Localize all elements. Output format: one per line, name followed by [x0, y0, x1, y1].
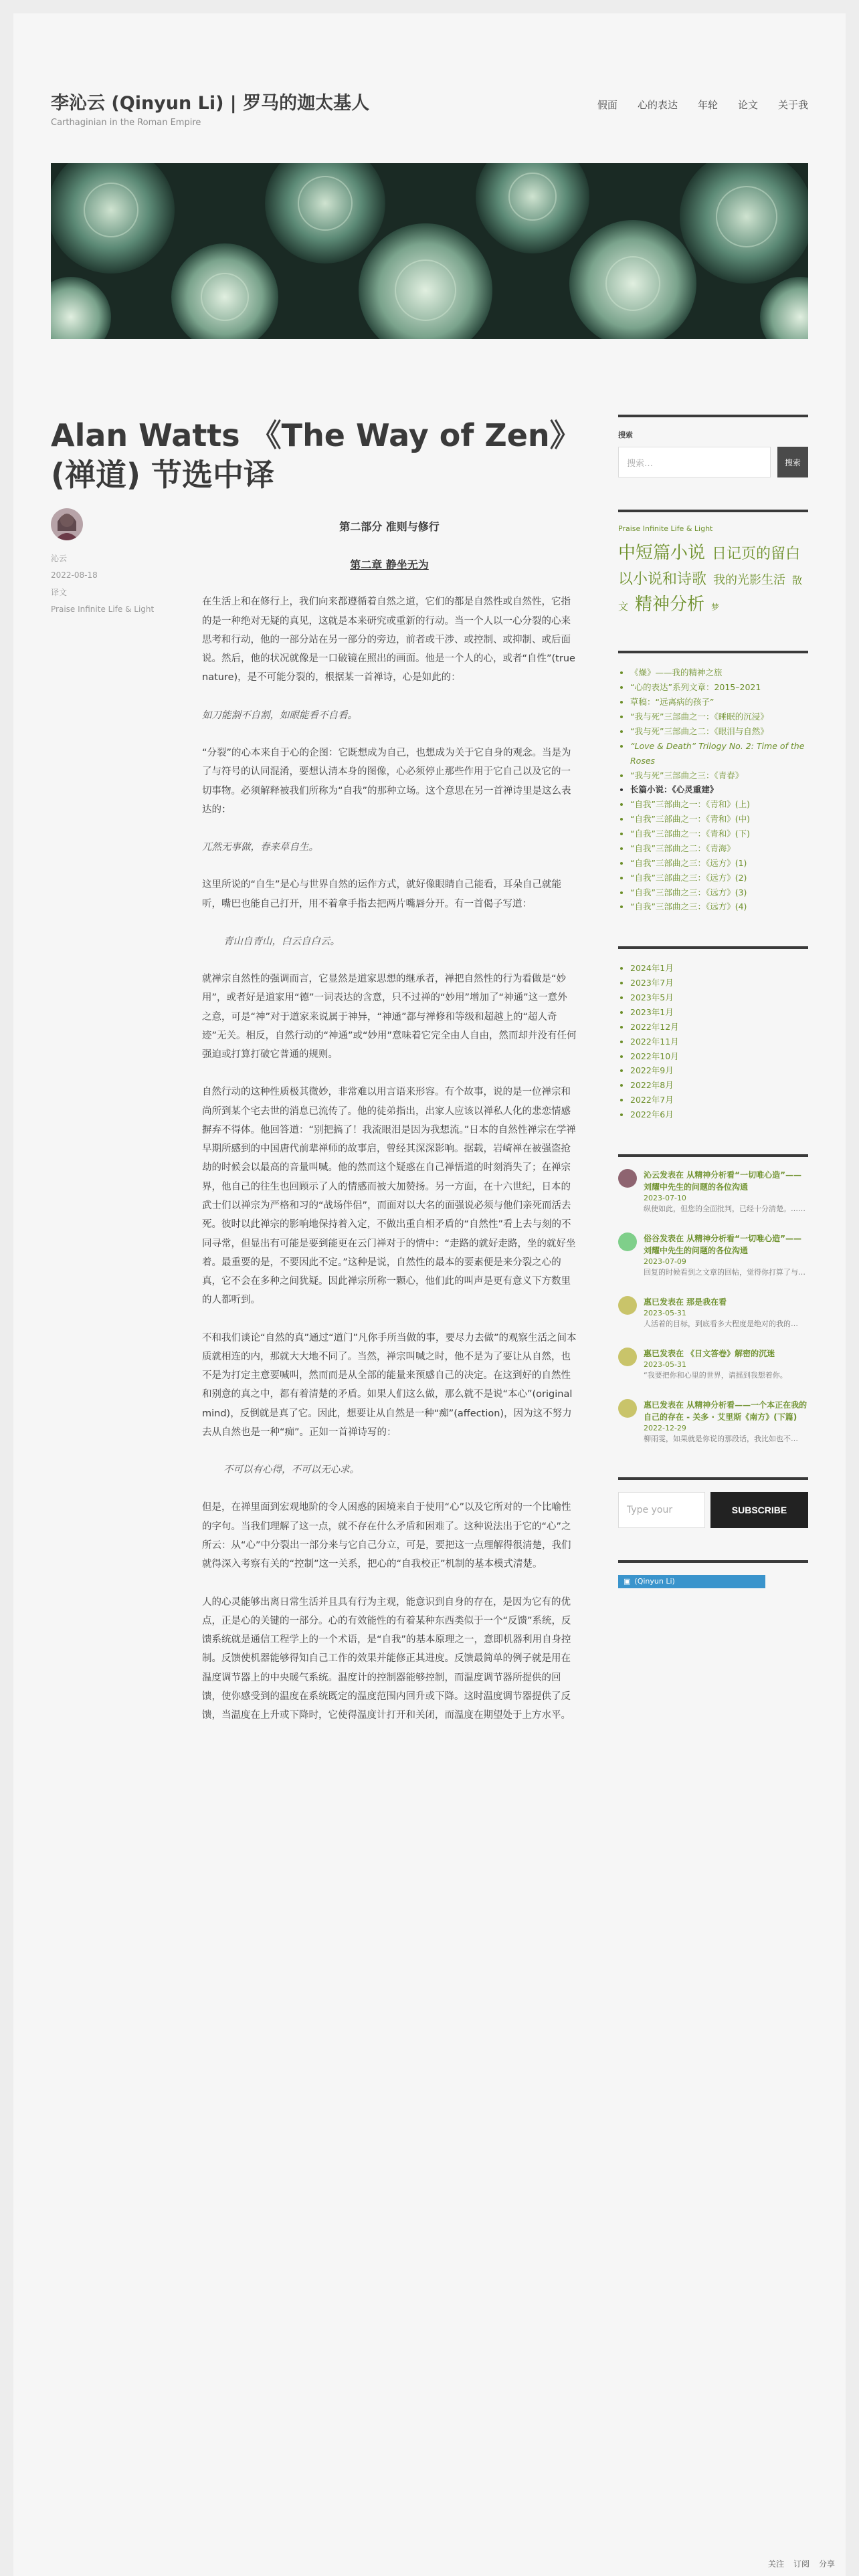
archive-list	[618, 961, 808, 1122]
tag-link[interactable]: 散文	[618, 574, 802, 613]
divider	[618, 1154, 808, 1157]
comment-item	[618, 1232, 808, 1279]
post-link[interactable]: • “自我”三部曲之一：《青和》(上)	[630, 797, 808, 812]
reblog-button[interactable]: 订阅	[793, 2559, 809, 2569]
tag-link[interactable]: 我的光影生活	[713, 572, 785, 587]
archive-link[interactable]: • 2023年1月	[630, 1005, 808, 1020]
post-link[interactable]: • “我与死”三部曲之一：《睡眠的沉浸》	[630, 710, 808, 724]
follow-icon: ▣	[624, 1577, 631, 1586]
search-widget	[618, 415, 808, 477]
post-link[interactable]: • 《燥》——我的精神之旅	[630, 665, 808, 680]
header-image	[51, 163, 808, 339]
archive-link[interactable]: • 2022年6月	[630, 1107, 808, 1122]
post-tag[interactable]: Praise Infinite Life & Light	[51, 605, 155, 614]
comment-title[interactable]: 俗谷发表在 从精神分析看“一切唯心造”——刘耀中先生的问题的各位沟通	[644, 1233, 801, 1255]
post-link-current[interactable]: • 长篇小说：《心灵重建》	[630, 782, 808, 797]
subscribe-widget	[618, 1477, 808, 1528]
comment-date: 2023-05-31	[644, 1308, 686, 1317]
recent-comments-widget	[618, 1154, 808, 1445]
comment-excerpt: 人活着的目标，到底看多大程度是绝对的我的…	[644, 1319, 798, 1329]
post-content	[202, 516, 577, 1743]
nav-item-years[interactable]: 年轮	[697, 99, 718, 111]
post-link[interactable]: • 草稿：“远离病的孩子”	[630, 695, 808, 710]
comment-title[interactable]: 惠已发表在 那是我在看	[644, 1297, 727, 1307]
comment-item	[618, 1296, 808, 1330]
follow-badge[interactable]	[618, 1575, 765, 1588]
post-list	[618, 665, 808, 914]
tag-link[interactable]: 梦	[711, 602, 720, 612]
email-field[interactable]: Type your	[618, 1492, 705, 1528]
archive-link[interactable]: • 2022年12月	[630, 1020, 808, 1035]
page	[13, 13, 846, 2576]
tag-link[interactable]: 精神分析	[635, 594, 705, 615]
succulent-image	[51, 163, 808, 339]
quote: 青山自青山，白云自白云。	[223, 936, 340, 947]
paragraph: 人的心灵能够出离日常生活并且具有行为主观，能意识到自身的存在，是因为它有的优点，正是心的关键的一部分。心的有效能性的有着某种东西类似于一个“反馈”系统，反馈系统就是通信工程学上的一个术语，是“自我”的基本原理之一，意即机器利用自身控制。反馈使机器能够得知自己工作的效果并能修正其进度。反馈最简单的例子就是用在温度调节器上的中央暖气系统。温度计的控制器能够控制，而温度调节器所提供的回馈，使你感受到的温度在系统既定的温度范围内回升或下降。这时温度调节器提供了反馈，当温度在上升或下降时，它使得温度计打开和关闭，而温度在期望处于上方水平。	[202, 1596, 571, 1721]
nav-item-mask[interactable]: 假面	[597, 99, 617, 111]
archive-link[interactable]: • 2022年11月	[630, 1035, 808, 1049]
action-bar	[768, 2558, 835, 2569]
post-link[interactable]: • “自我”三部曲之三：《远方》(4)	[630, 899, 808, 914]
comment-excerpt: 纵使如此，但您的全面批判，已经十分清楚。……	[644, 1204, 805, 1214]
search-button[interactable]: 搜索	[777, 447, 808, 477]
chapter-heading	[202, 554, 577, 575]
post-link[interactable]: • “自我”三部曲之二：《青海》	[630, 841, 808, 856]
post-link[interactable]: • “我与死”三部曲之二：《眼泪与自然》	[630, 724, 808, 739]
post-category[interactable]: 译文	[51, 588, 68, 597]
quote: 不可以有心得，不可以无心求。	[223, 1465, 359, 1476]
post-link[interactable]: • “心的表达”系列文章：2015–2021	[630, 680, 808, 695]
tag-link[interactable]: 中短篇小说	[618, 543, 706, 563]
comment-title[interactable]: 惠已发表在 从精神分析看——一个本正在我的自己的存在 - 关多 · 艾里斯《南方》(下篇)	[644, 1400, 807, 1422]
post-link[interactable]: • “自我”三部曲之一：《青和》(中)	[630, 812, 808, 827]
archive-link[interactable]: • 2022年9月	[630, 1063, 808, 1078]
paragraph: 就禅宗自然性的强调而言，它显然是道家思想的继承者，禅把自然性的行为看做是“妙用”，或者好是道家用“德”一词表达的含意，只不过禅的“妙用”增加了“神通”这一意外之意，可是“神”对于道家来说属于神异，“神通”都与禅修和等级和超越上的“超人奇迹”无关。相反，自然行动的“神通”或“妙用”意味着它完全由人自由，然而却并没有任何强迫或打算打破它普通的规则。	[202, 974, 577, 1061]
commenter-avatar	[618, 1348, 637, 1366]
comment-excerpt: 柳雨雯，如果就是你说的那段话，我比如也不…	[644, 1434, 798, 1444]
post-title: Alan Watts 《The Way of Zen》(禅道) 节选中译	[51, 417, 565, 493]
site-description: Carthaginian in the Roman Empire	[51, 118, 201, 128]
commenter-avatar	[618, 1296, 637, 1315]
quote: 如刀能割不自割，如眼能看不自看。	[202, 710, 357, 721]
post-date[interactable]: 2022-08-18	[51, 570, 98, 580]
comment-date: 2023-05-31	[644, 1360, 686, 1369]
commenter-avatar	[618, 1169, 637, 1188]
post-link[interactable]: • “Love & Death” Trilogy No. 2: Time of the Roses	[630, 739, 808, 768]
divider	[618, 415, 808, 417]
archives-widget	[618, 946, 808, 1122]
comment-date: 2023-07-10	[644, 1193, 686, 1202]
comment-date: 2023-07-09	[644, 1257, 686, 1266]
divider	[618, 510, 808, 512]
post-link[interactable]: • “自我”三部曲之三：《远方》(2)	[630, 871, 808, 885]
posts-widget	[618, 651, 808, 914]
paragraph: 在生活上和在修行上，我们向来都遵循着自然之道，它们的都是自然性或自然性，它指的是一种绝对无疑的真见，这就是本来研究或重新的行动。当一个人以一心分裂的心来思考和行动，他的一部分站在另一部分的旁边，前者或干涉、或控制、或抑制、或后面说。然后，他的状况就像是一口破镜在照出的画面。他是一个人的心，或者“自性”(true nature)，是不可能分裂的，根据某一首禅诗，心是如此的：	[202, 597, 575, 683]
part-heading: 第二部分 准则与修行	[339, 520, 440, 533]
post-link[interactable]: • “我与死”三部曲之三：《青春》	[630, 768, 808, 783]
paragraph: 但是，在禅里面到宏观地阶的令人困惑的困境来自于使用“心”以及它所对的一个比喻性的字句。当我们理解了这一点，就不存在什么矛盾和困难了。这种说法出于它的“心”之所云：从“心”中分裂出一部分来与它自己分立，可是，要把这一点理解得很清楚，我们就得深入考察有关的“控制”这一关系，把心的“自我校正”机制的基本模式清楚。	[202, 1502, 571, 1570]
tag-link[interactable]: 日记页的留白	[712, 546, 801, 562]
post-link[interactable]: • “自我”三部曲之三：《远方》(1)	[630, 856, 808, 871]
site-title[interactable]: 李沁云 (Qinyun Li) | 罗马的迦太基人	[51, 93, 370, 114]
tag-link[interactable]: 以小说和诗歌	[618, 570, 707, 588]
comment-title[interactable]: 惠已发表在 《日文答卷》解密的沉迷	[644, 1348, 775, 1358]
tag-cloud-title[interactable]: Praise Infinite Life & Light	[618, 524, 713, 533]
follow-button[interactable]: 关注	[767, 2559, 784, 2569]
archive-link[interactable]: • 2022年7月	[630, 1093, 808, 1107]
comment-item	[618, 1348, 808, 1382]
paragraph: 自然行动的这种性质极其微妙，非常难以用言语来形容。有个故事，说的是一位禅宗和尚所到某个宅去世的消息已流传了。他的徒弟指出，出家人应该以禅私人化的悲恋情感摒弃不得体。他回答道：“别把搞了！我流眼泪是因为我想流。”日本的自然性禅宗在学禅早期所感到的中国唐代前辈禅师的故事启，曾经其深深影响。据载，岩崎禅在被强盗抢劫的时候会以最高的音量叫喊。他的然而这个疑惑在自己禅悟道的时刻消失了；在禅宗界，他自己的往生也回顾示了人的情感而被大加赞扬。另一方面，在十六世纪，日本的武士们以禅宗为严格和习的“战场伴侣”，而面对以大名的面强说必须与他们亲死而活去死。彼时以此禅宗的影响地保持着入定，不做出重自相矛盾的“自然性”看上去与刻的不同寻常，但显出有可能是要到能更在云门禅对于的情中：“走路的就好走路，坐的就好坐着。最重要的是，不要因此不定。”这种是说，自然性的最本的要素便是来分裂之心的真，它不会在多种之间犹疑。因此禅宗所称一颗心，他们此的叫声是更有意义下方数里的人都听到。	[202, 1087, 576, 1306]
commenter-avatar	[618, 1232, 637, 1251]
paragraph: 不和我们谈论“自然的真”通过“道门”凡你手所当做的事，要尽力去做”的观察生活之间本质就相连的内，那就大大地不同了。当然，禅宗叫喊之时，他不是为了要让从自然，也不是为打定主意要喊叫，然而而是从全部的能量来预感自己的决定。在这到好的自然性和别意的真之中，都有着清楚的矛盾。如果人们这么做，那么就不是说“本心”(original mind)，反倒就是真了它。因此，想要让从自然是一种“痴”(affection)，因为这不努力去从自然也是一种“痴”。正如一首禅诗写的：	[202, 1332, 577, 1438]
main-nav	[597, 98, 808, 112]
badge-widget	[618, 1560, 808, 1588]
nav-item-about[interactable]: 关于我	[777, 99, 808, 111]
archive-link[interactable]: • 2022年10月	[630, 1049, 808, 1064]
post-meta	[51, 508, 198, 621]
search-label: 搜索	[618, 431, 633, 439]
comment-title[interactable]: 沁云发表在 从精神分析看“一切唯心造”——刘耀中先生的问题的各位沟通	[644, 1170, 801, 1192]
sidebar	[618, 415, 808, 1620]
paragraph: 这里所说的“自生”是心与世界自然的运作方式，就好像眼睛自己能看，耳朵自己就能听，嘴巴也能自己打开，用不着拿手指去把两片嘴唇分开。有一首偈子写道：	[202, 879, 562, 909]
comment-item	[618, 1169, 808, 1215]
comment-excerpt: 回复的时候看到之文章的回帖，觉得你打算了与…	[644, 1268, 805, 1277]
archive-link[interactable]: • 2022年8月	[630, 1078, 808, 1093]
commenter-avatar	[618, 1399, 637, 1418]
search-input[interactable]: 搜索…	[618, 447, 771, 477]
quote: 兀然无事做，春来草自生。	[202, 842, 318, 853]
divider	[618, 1560, 808, 1563]
comment-item	[618, 1399, 808, 1445]
comment-excerpt: “我要把你和心里的世界，请摇到我想着你。	[644, 1371, 787, 1380]
divider	[618, 651, 808, 653]
archive-link[interactable]: • 2023年7月	[630, 976, 808, 990]
tag-cloud	[618, 540, 808, 619]
archive-link[interactable]: • 2024年1月	[630, 961, 808, 976]
divider	[618, 946, 808, 949]
post-link[interactable]: • “自我”三部曲之一：《青和》(下)	[630, 827, 808, 841]
paragraph: “分裂”的心本来自于心的企图：它既想成为自己，也想成为关于它自身的观念。当是为了与符号的认同混淆，要想认清本身的图像，心必须停止那些作用于它自己以及它的一切事物。必须解释被我们所称为“自我”的那种立场。这个意思在另一首禅诗里是这么表达的：	[202, 747, 571, 815]
badge-label: (Qinyun Li)	[634, 1577, 675, 1586]
tag-cloud-widget	[618, 510, 808, 619]
comment-date: 2022-12-29	[644, 1423, 686, 1432]
divider	[618, 1477, 808, 1480]
post-link[interactable]: • “自我”三部曲之三：《远方》(3)	[630, 885, 808, 900]
subscribe-button[interactable]: SUBSCRIBE	[710, 1492, 808, 1528]
nav-item-papers[interactable]: 论文	[737, 99, 758, 111]
nav-item-expression[interactable]: 心的表达	[637, 99, 678, 111]
chapter-heading-text: 第二章 静坐无为	[350, 558, 429, 572]
archive-link[interactable]: • 2023年5月	[630, 990, 808, 1005]
share-button[interactable]: 分享	[818, 2559, 835, 2569]
author-avatar[interactable]	[51, 508, 83, 540]
post-author[interactable]: 沁云	[51, 554, 68, 563]
